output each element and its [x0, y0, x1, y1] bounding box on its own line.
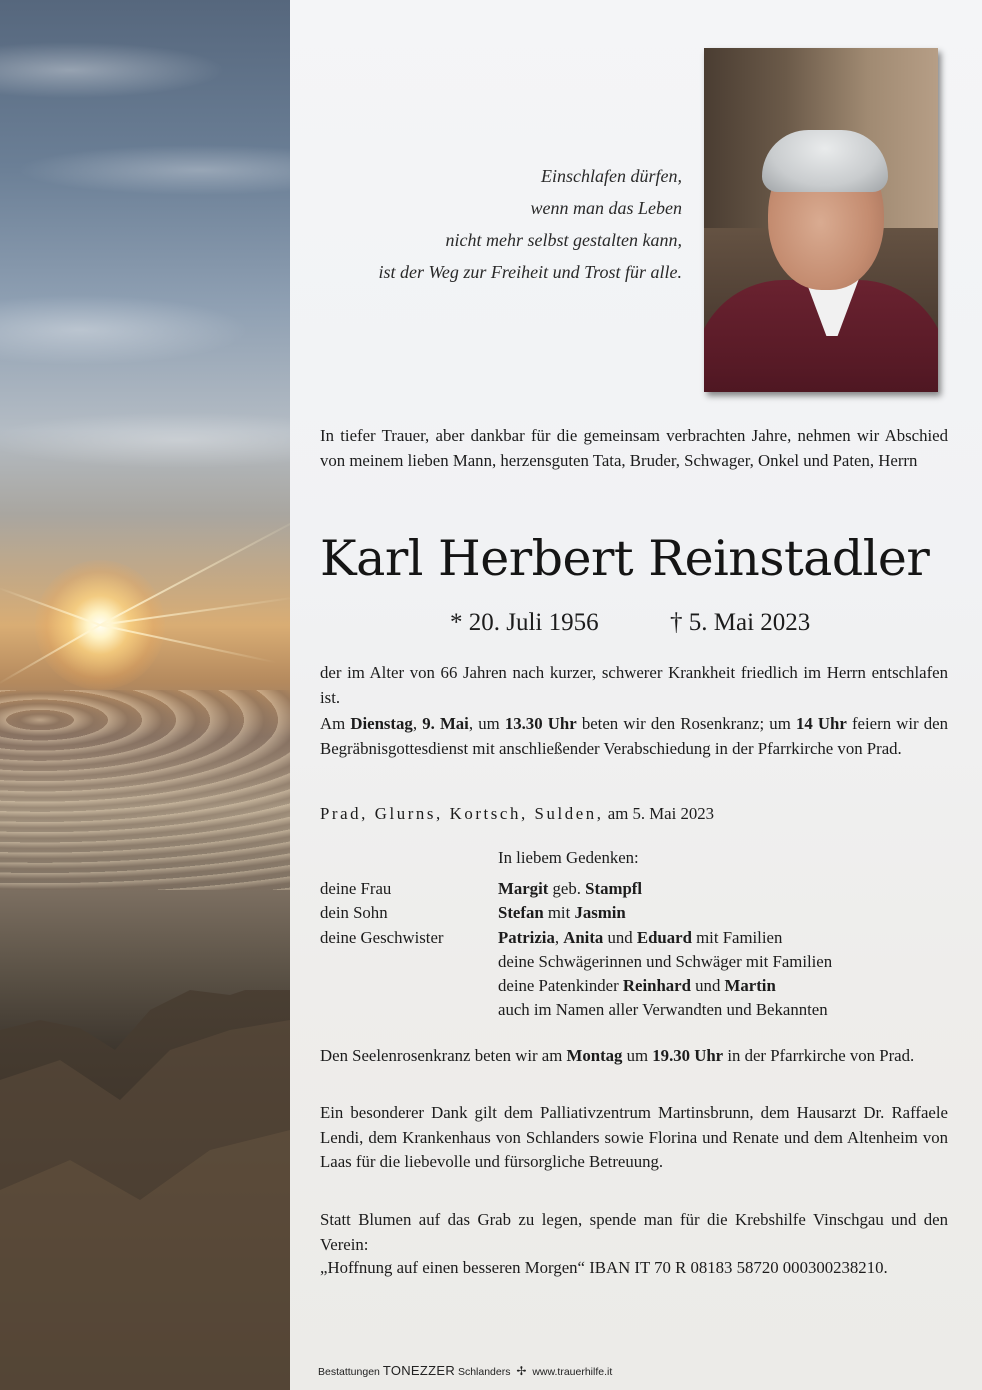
rosary-day: Montag — [566, 1046, 623, 1065]
passing-text: der im Alter von 66 Jahren nach kurzer, schwerer Krankheit friedlich im Herrn entschlafen ist. — [320, 663, 948, 707]
text-run: deine Patenkinder — [498, 976, 623, 995]
quote-line: ist der Weg zur Freiheit und Trost für alle. — [378, 262, 682, 282]
person-name: Stampfl — [585, 879, 643, 898]
footer-prefix: Bestattungen — [318, 1366, 383, 1378]
in-memory-heading: In liebem Gedenken: — [498, 848, 639, 867]
place-date — [320, 802, 714, 826]
rosary-time: 19.30 Uhr — [652, 1046, 724, 1065]
footer-brand: TONEZZER — [382, 1363, 456, 1378]
footer — [318, 1363, 612, 1378]
funeral-day: Dienstag — [350, 714, 413, 733]
person-name: Stefan — [498, 903, 544, 922]
footer-url[interactable]: www.trauerhilfe.it — [532, 1366, 613, 1378]
relation-names — [498, 926, 782, 951]
text-run: mit Familien — [691, 928, 783, 947]
donation-iban: „Hoffnung auf einen besseren Morgen“ IBAN IT 70 R 08183 58720 000300238210. — [320, 1258, 888, 1277]
text-run: um — [622, 1046, 653, 1065]
text-run: und — [690, 976, 725, 995]
places: Prad, Glurns, Kortsch, Sulden, — [320, 804, 604, 823]
person-name: Reinhard — [622, 976, 691, 995]
thanks-text: Ein besonderer Dank gilt dem Palliativzentrum Martinsbrunn, dem Hausarzt Dr. Raffaele Lendi, dem Krankenhaus von Schlanders sowie Florina und Renate und dem Altenheim von Laas für die liebevolle und fürsorgliche Betreuung. — [320, 1103, 948, 1171]
funeral-date: 9. Mai — [422, 714, 469, 733]
text-run: Am — [320, 714, 351, 733]
intro-text: In tiefer Trauer, aber dankbar für die gemeinsam verbrachten Jahre, nehmen wir Abschied von meinem lieben Mann, herzensguten Tata, Bruder, Schwager, Onkel und Paten, Herrn — [320, 426, 948, 470]
text-run: mit — [543, 903, 575, 922]
relation-label: dein Sohn — [320, 903, 388, 922]
text-run: , — [412, 714, 423, 733]
quote-line: nicht mehr selbst gestalten kann, — [445, 230, 682, 250]
relation-label: deine Geschwister — [320, 928, 444, 947]
death-date: † 5. Mai 2023 — [670, 609, 811, 636]
notice-date: am 5. Mai 2023 — [603, 804, 715, 823]
text-run: , — [554, 928, 564, 947]
person-name: Patrizia — [498, 928, 555, 947]
photo-hair — [762, 130, 888, 192]
footer-suffix: Schlanders — [455, 1366, 511, 1378]
sky-clouds — [0, 0, 290, 620]
rosary-text — [320, 1044, 948, 1069]
person-name: Martin — [724, 976, 776, 995]
relation-names — [498, 974, 776, 999]
relation-names — [498, 901, 626, 926]
relation-names: auch im Namen aller Verwandten und Bekannten — [498, 1000, 828, 1019]
text-run: beten wir den Rosenkranz; um — [576, 714, 796, 733]
relation-label: deine Frau — [320, 879, 392, 898]
birth-date: * 20. Juli 1956 — [450, 609, 599, 636]
person-name: Eduard — [636, 928, 692, 947]
funeral-text — [320, 712, 948, 761]
relation-names — [498, 877, 642, 902]
text-run: und — [603, 928, 637, 947]
person-name: Margit — [498, 879, 549, 898]
text-run: , um — [468, 714, 505, 733]
text-run: geb. — [548, 879, 586, 898]
person-name: Jasmin — [574, 903, 626, 922]
text-run: feiern wir den Begräbnisgottesdienst mit anschließender Verabschiedung in der Pfarrkirche von Prad. — [320, 714, 949, 758]
trauerhilfe-logo-icon: ✢ — [516, 1364, 527, 1378]
sea-of-clouds — [0, 690, 290, 890]
person-name: Anita — [563, 928, 604, 947]
text-run: Den Seelenrosenkranz beten wir am — [320, 1046, 567, 1065]
deceased-name: Karl Herbert Reinstadler — [320, 530, 930, 587]
service-time: 14 Uhr — [795, 714, 847, 733]
rosary-time: 13.30 Uhr — [504, 714, 577, 733]
text-run: in der Pfarrkirche von Prad. — [723, 1046, 915, 1065]
memorial-quote — [300, 160, 682, 288]
quote-line: Einschlafen dürfen, — [541, 166, 682, 186]
relation-names: deine Schwägerinnen und Schwäger mit Familien — [498, 952, 833, 971]
landscape-image — [0, 0, 290, 1390]
quote-line: wenn man das Leben — [530, 198, 682, 218]
portrait-photo — [704, 48, 938, 392]
mountain-silhouette — [0, 990, 290, 1390]
donation-text: Statt Blumen auf das Grab zu legen, spende man für die Krebshilfe Vinschgau und den Verein: — [320, 1210, 948, 1254]
